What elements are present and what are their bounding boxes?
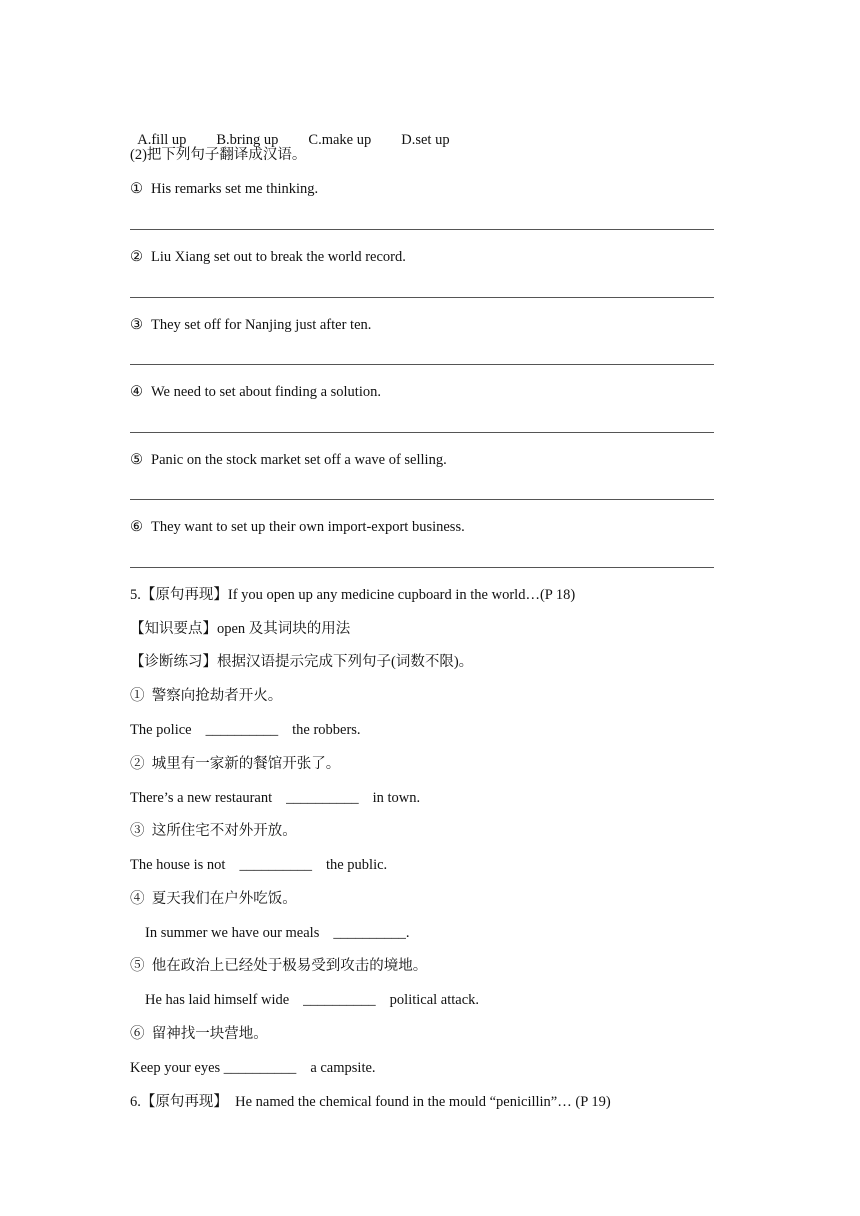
item-sentence: They set off for Nanjing just after ten. [151, 317, 372, 333]
translate-item [130, 248, 406, 266]
item-number: ⑥ [130, 519, 143, 535]
fill-sentence [145, 924, 423, 942]
fill-blank: __________ [205, 722, 279, 738]
fill-sentence [130, 1059, 376, 1077]
chinese-prompt: ④ 夏天我们在户外吃饭。 [130, 891, 297, 907]
section-5-title: 5.【原句再现】If you open up any medicine cupboard in the world…(P 18) [130, 587, 576, 603]
answer-line [130, 364, 714, 365]
fill-sentence [130, 789, 420, 807]
option-c: C.make up [308, 132, 372, 148]
answer-line [130, 432, 714, 433]
practice-instruction: 【诊断练习】根据汉语提示完成下列句子(词数不限)。 [130, 654, 474, 670]
sentence-end: the public. [325, 857, 388, 873]
option-d: D.set up [401, 132, 450, 148]
answer-line [130, 297, 714, 298]
fill-blank: __________ [303, 992, 376, 1008]
item-number: ⑤ [130, 452, 143, 468]
translate-item [130, 451, 447, 469]
answer-line [130, 567, 714, 568]
translate-item [130, 518, 465, 536]
answer-options [130, 113, 450, 149]
item-number: ① [130, 181, 143, 197]
fill-blank: __________. [333, 925, 410, 941]
answer-line [130, 229, 714, 230]
translate-item [130, 383, 381, 401]
sentence-end: a campsite. [310, 1060, 376, 1076]
translate-heading: (2)把下列句子翻译成汉语。 [130, 147, 307, 163]
item-number: ② [130, 249, 143, 265]
answer-line [130, 499, 714, 500]
translate-item [130, 180, 318, 198]
knowledge-point: 【知识要点】open 及其词块的用法 [130, 621, 351, 637]
sentence-end: political attack. [389, 992, 480, 1008]
fill-blank: __________ [286, 790, 359, 806]
chinese-prompt: ⑥ 留神找一块营地。 [130, 1026, 268, 1042]
sentence-start: The police [130, 722, 192, 738]
chinese-prompt: ③ 这所住宅不对外开放。 [130, 823, 297, 839]
chinese-prompt: ② 城里有一家新的餐馆开张了。 [130, 756, 341, 772]
sentence-end: in town. [372, 790, 421, 806]
chinese-prompt: ① 警察向抢劫者开火。 [130, 688, 283, 704]
option-b: B.bring up [216, 132, 279, 148]
fill-sentence [130, 856, 387, 874]
item-number: ③ [130, 317, 143, 333]
item-sentence: His remarks set me thinking. [151, 181, 319, 197]
fill-blank: __________ [239, 857, 312, 873]
sentence-start: He has laid himself wide [145, 992, 290, 1008]
translate-item [130, 316, 371, 334]
chinese-prompt: ⑤ 他在政治上已经处于极易受到攻击的境地。 [130, 958, 428, 974]
sentence-start: The house is not [130, 857, 226, 873]
sentence-end: the robbers. [292, 722, 361, 738]
sentence-start: In summer we have our meals [145, 925, 320, 941]
item-number: ④ [130, 384, 143, 400]
item-sentence: We need to set about finding a solution. [151, 384, 381, 400]
fill-sentence [145, 991, 479, 1009]
sentence-start: There’s a new restaurant [130, 790, 273, 806]
item-sentence: They want to set up their own import-export business. [151, 519, 465, 535]
section-6-title: 6.【原句再现】 He named the chemical found in the mould “penicillin”… (P 19) [130, 1094, 611, 1110]
item-sentence: Liu Xiang set out to break the world record. [151, 249, 406, 265]
option-a: A.fill up [137, 132, 187, 148]
sentence-start: Keep your eyes __________ [130, 1060, 297, 1076]
fill-sentence [130, 721, 361, 739]
item-sentence: Panic on the stock market set off a wave of selling. [151, 452, 447, 468]
